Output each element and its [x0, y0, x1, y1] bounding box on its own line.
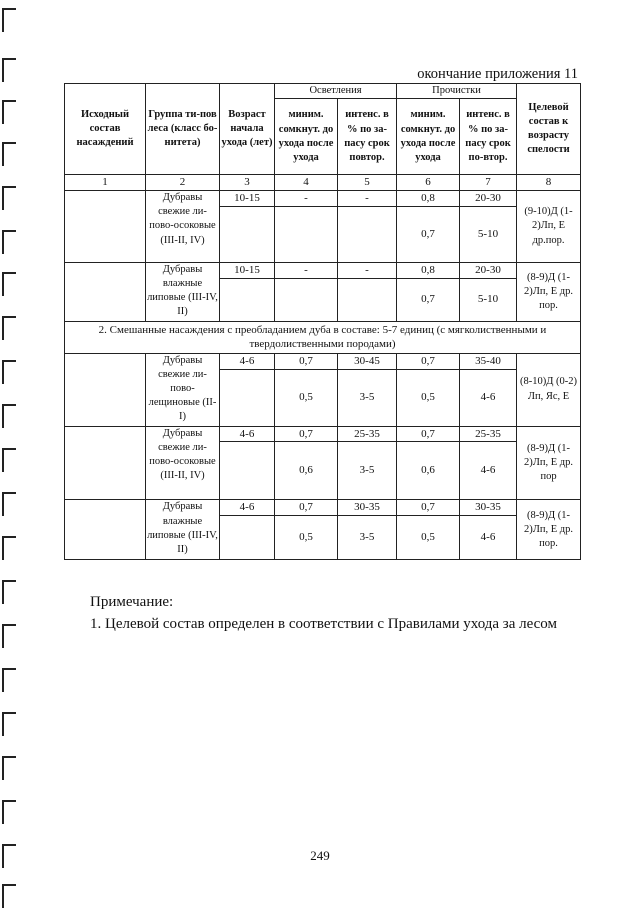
appendix-caption: окончание приложения 11: [417, 66, 578, 82]
value-cell: 35-40: [460, 353, 517, 369]
target-composition-cell: (8-10)Д (0-2) Лп, Яс, Е: [517, 353, 581, 426]
value-cell: 0,6: [397, 442, 460, 500]
value-cell: 4-6: [460, 369, 517, 426]
value-cell: -: [275, 262, 338, 278]
start-age-cell: 4-6: [220, 500, 275, 516]
value-cell: -: [275, 191, 338, 207]
value-cell: 0,7: [275, 426, 338, 442]
note-title: Примечание:: [90, 594, 174, 610]
value-cell: 0,6: [275, 442, 338, 500]
value-cell: [275, 278, 338, 321]
value-cell: 0,7: [397, 206, 460, 262]
header-min-closure-1: миним. сомкнут. до ухода после ухода: [275, 99, 338, 175]
value-cell: [275, 206, 338, 262]
initial-composition-cell: [65, 191, 146, 263]
value-cell: -: [338, 262, 397, 278]
header-prochistki: Прочистки: [397, 84, 517, 99]
value-cell: 30-35: [338, 500, 397, 516]
forest-group-cell: Дубравы влажные липовые (III-IV, II): [146, 500, 220, 560]
header-intensity-2: интенс. в % по за-пасу срок по-втор.: [460, 99, 517, 175]
value-cell: 0,7: [397, 500, 460, 516]
value-cell: 0,8: [397, 262, 460, 278]
note-block: [90, 592, 557, 636]
appendix-table: [64, 83, 581, 560]
value-cell: -: [338, 191, 397, 207]
col-number: 3: [220, 175, 275, 191]
initial-composition-cell: [65, 262, 146, 321]
empty-cell: [220, 278, 275, 321]
value-cell: 0,7: [275, 500, 338, 516]
forest-group-cell: Дубравы свежие ли-пово-осоковые (III-II, IV): [146, 191, 220, 263]
header-target-composition: Целевой состав к возрасту спелости: [517, 84, 581, 175]
header-min-closure-2: миним. сомкнут. до ухода после ухода: [397, 99, 460, 175]
value-cell: 20-30: [460, 262, 517, 278]
value-cell: [338, 278, 397, 321]
value-cell: 0,5: [397, 516, 460, 560]
empty-cell: [220, 369, 275, 426]
value-cell: 4-6: [460, 442, 517, 500]
value-cell: 5-10: [460, 278, 517, 321]
start-age-cell: 4-6: [220, 353, 275, 369]
header-initial-composition: Исходный состав насаждений: [65, 84, 146, 175]
start-age-cell: 10-15: [220, 191, 275, 207]
value-cell: [338, 206, 397, 262]
header-osvetleniya: Осветления: [275, 84, 397, 99]
value-cell: 0,5: [275, 369, 338, 426]
header-forest-group: Группа ти-пов леса (класс бо-нитета): [146, 84, 220, 175]
start-age-cell: 4-6: [220, 426, 275, 442]
header-intensity-1: интенс. в % по за-пасу срок повтор.: [338, 99, 397, 175]
value-cell: 3-5: [338, 516, 397, 560]
col-number: 8: [517, 175, 581, 191]
value-cell: 4-6: [460, 516, 517, 560]
initial-composition-cell: [65, 353, 146, 426]
initial-composition-cell: [65, 500, 146, 560]
target-composition-cell: (8-9)Д (1-2)Лп, Е др. пор: [517, 426, 581, 500]
binding-marks: [0, 0, 22, 905]
header-start-age: Возраст начала ухода (лет): [220, 84, 275, 175]
col-number: 1: [65, 175, 146, 191]
value-cell: 5-10: [460, 206, 517, 262]
empty-cell: [220, 516, 275, 560]
col-number: 7: [460, 175, 517, 191]
col-number: 5: [338, 175, 397, 191]
start-age-cell: 10-15: [220, 262, 275, 278]
page-number: 249: [310, 848, 330, 863]
value-cell: 30-45: [338, 353, 397, 369]
value-cell: 25-35: [460, 426, 517, 442]
target-composition-cell: (9-10)Д (1-2)Лп, Е др.пор.: [517, 191, 581, 263]
value-cell: 0,8: [397, 191, 460, 207]
value-cell: 0,5: [275, 516, 338, 560]
section-heading: 2. Смешанные насаждения с преобладанием дуба в составе: 5-7 единиц (с мягколиственными и твердолиственными породами): [65, 321, 581, 353]
forest-group-cell: Дубравы влажные липовые (III-IV, II): [146, 262, 220, 321]
value-cell: 25-35: [338, 426, 397, 442]
forest-group-cell: Дубравы свежие ли-пово-лещиновые (II-I): [146, 353, 220, 426]
target-composition-cell: (8-9)Д (1-2)Лп, Е др. пор.: [517, 262, 581, 321]
value-cell: 0,7: [397, 426, 460, 442]
value-cell: 30-35: [460, 500, 517, 516]
forest-group-cell: Дубравы свежие ли-пово-осоковые (III-II, IV): [146, 426, 220, 500]
initial-composition-cell: [65, 426, 146, 500]
target-composition-cell: (8-9)Д (1-2)Лп, Е др. пор.: [517, 500, 581, 560]
col-number: 6: [397, 175, 460, 191]
value-cell: 0,5: [397, 369, 460, 426]
value-cell: 20-30: [460, 191, 517, 207]
value-cell: 3-5: [338, 369, 397, 426]
col-number: 2: [146, 175, 220, 191]
empty-cell: [220, 206, 275, 262]
value-cell: 0,7: [275, 353, 338, 369]
empty-cell: [220, 442, 275, 500]
col-number: 4: [275, 175, 338, 191]
value-cell: 3-5: [338, 442, 397, 500]
value-cell: 0,7: [397, 353, 460, 369]
note-text: 1. Целевой состав определен в соответствии с Правилами ухода за лесом: [90, 615, 558, 632]
value-cell: 0,7: [397, 278, 460, 321]
